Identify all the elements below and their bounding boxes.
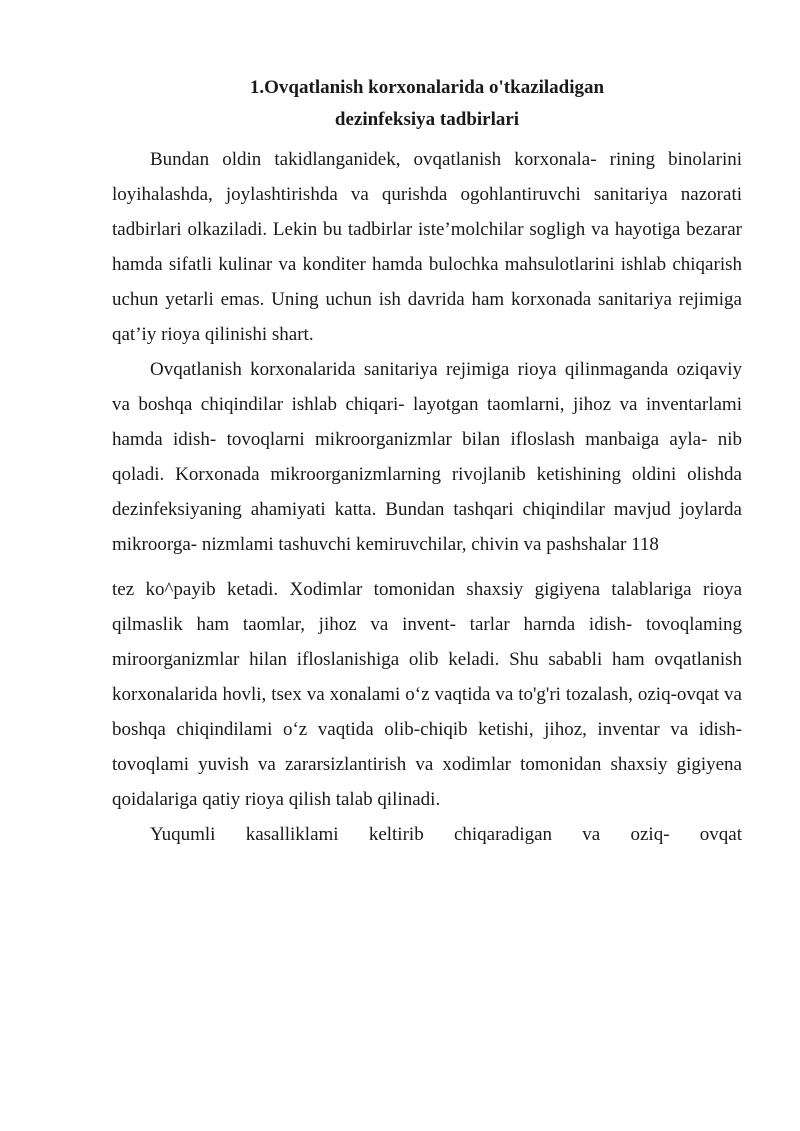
document-title (112, 72, 742, 136)
paragraph-gap (112, 562, 742, 572)
title-line-2: dezinfeksiya tadbirlari (334, 109, 520, 130)
paragraph-2: Ovqatlanish korxonalarida sanitariya rejimiga rioya qilinmaganda oziqaviy va boshqa chiqindilar ishlab chiqari- layotgan taomlarni, jihoz va inventarlami hamda idish- tovoqlarni mikroorganizmlar bilan ifloslash manbaiga ayla- nib qoladi. Korxonada mikroorganizmlarning rivojlanib ketishining oldini olishda dezinfeksiyaning ahamiyati katta. Bundan tashqari chiqindilar mavjud joylarda mikroorga- nizmlami tashuvchi kemiruvchilar, chivin va pashshalar 118 (112, 359, 742, 555)
title-line-1: 1.Ovqatlanish korxonalarida o'tkaziladigan (249, 77, 605, 98)
paragraph-1: Bundan oldin takidlanganidek, ovqatlanish korxonala- rining binolarini loyihalashda, joylashtirishda va qurishda ogohlantiruvchi sanitariya nazorati tadbirlari olkaziladi. Lekin bu tadbirlar iste’molchilar sogligh va hayotiga bezarar hamda sifatli kulinar va konditer hamda bulochka mahsulotlarini ishlab chiqarish uchun yetarli emas. Uning uchun ish davrida ham korxonada sanitariya rejimiga qat’iy rioya qilinishi shart. (112, 149, 742, 345)
document-page (112, 72, 742, 852)
paragraph-3: tez ko^payib ketadi. Xodimlar tomonidan shaxsiy gigiyena talablariga rioya qilmaslik ham taomlar, jihoz va invent- tarlar harnda idish- tovoqlaming miroorganizmlar hilan ifloslanishiga olib keladi. Shu sababli ham ovqatlanish korxonalarida hovli, tsex va xonalami o‘z vaqtida va to'g'ri tozalash, oziq-ovqat va boshqa chiqindilami o‘z vaqtida olib-chiqib ketishi, jihoz, inventar va idish-tovoqlami yuvish va zararsizlantirish va xodimlar tomonidan shaxsiy gigiyena qoidalariga qatiy rioya qilish talab qilinadi. (112, 579, 742, 810)
paragraph-4: Yuqumli kasalliklami keltirib chiqaradigan va oziq- ovqat (150, 824, 742, 845)
